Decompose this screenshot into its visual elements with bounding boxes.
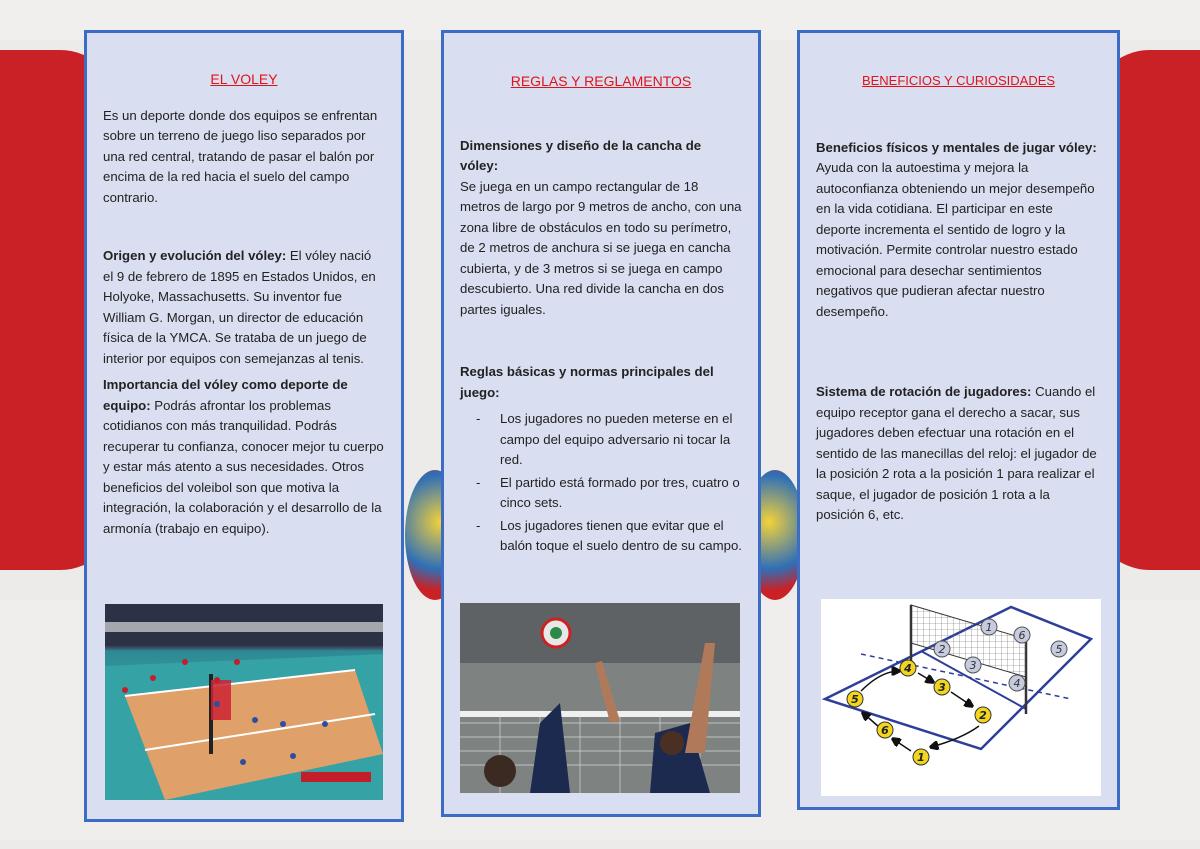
rules-heading: Reglas básicas y normas principales del juego:: [460, 364, 714, 400]
importance-paragraph: [103, 375, 385, 539]
panel-title: BENEFICIOS Y CURIOSIDADES: [861, 73, 1056, 88]
opponent-position-label: 2: [938, 643, 946, 656]
rotation-text: Cuando el equipo receptor gana el derecho a sacar, sus jugadores deben efectuar una rotación en el sentido de las manecillas del reloj: el jugador de la posición 2 rota a la posición 1 para realizar el saque, el jugador de posición 1 rota a la posición 6, etc.: [816, 384, 1097, 522]
rotation-paragraph: [816, 382, 1101, 526]
opponent-position-label: 3: [969, 659, 977, 672]
opponent-position-label: 4: [1013, 677, 1021, 690]
opponent-position-label: 1: [985, 621, 993, 634]
panel-reglas: [441, 30, 761, 817]
panel-beneficios: [797, 30, 1120, 810]
active-position-label: 5: [851, 693, 859, 706]
panel-el-voley: [84, 30, 404, 822]
court-paragraph: [460, 136, 742, 321]
active-position-label: 6: [881, 724, 889, 737]
panel-title: EL VOLEY: [210, 71, 278, 87]
volleyball-block-photo: [460, 603, 740, 793]
intro-paragraph: Es un deporte donde dos equipos se enfrentan sobre un terreno de juego liso separados por una red central, tratando de pasar el balón por encima de la red hacia el suelo del campo contrario.: [103, 107, 378, 205]
list-item: - Los jugadores tienen que evitar que el balón toque el suelo dentro de su campo.: [500, 516, 742, 557]
list-item: - Los jugadores no pueden meterse en el campo del equipo adversario ni tocar la red.: [500, 409, 742, 471]
list-item: - El partido está formado por tres, cuatro o cinco sets.: [500, 473, 742, 514]
opponent-position-label: 5: [1055, 643, 1063, 656]
court-heading: Dimensiones y diseño de la cancha de vóley:: [460, 137, 702, 173]
benefits-paragraph: [816, 138, 1101, 323]
importance-heading: Importancia del vóley como deporte de equipo:: [103, 377, 348, 413]
benefits-text: Ayuda con la autoestima y mejora la autoconfianza obteniendo un mejor desempeño en la vida cotidiana. El participar en este deporte incrementa el sentido de logro y la motivación. Permite controlar nuestro estado emocional para desechar sentimientos negativos que pudieran afectar nuestro desempeño.: [816, 160, 1095, 319]
active-position-label: 1: [917, 751, 925, 764]
origin-paragraph: [103, 246, 385, 369]
origin-heading: Origen y evolución del vóley:: [103, 248, 287, 263]
active-position-label: 3: [938, 681, 946, 694]
origin-text: El vóley nació el 9 de febrero de 1895 en Estados Unidos, en Holyoke, Massachusetts. Su inventor fue William G. Morgan, un director de educación física de la YMCA. Se trataba de un juego de interior por equipos con semejanzas al tenis.: [103, 248, 376, 366]
benefits-heading: Beneficios físicos y mentales de jugar vóley:: [816, 139, 1097, 155]
court-text: Se juega en un campo rectangular de 18 metros de largo por 9 metros de ancho, con una zona libre de obstáculos en todo su perímetro, de 2 metros de anchura si se juega en cancha cubierta, y de 3 metros si se juega en campo descubierto. Una red divide la cancha en dos partes iguales.: [460, 178, 742, 317]
panel-title: REGLAS Y REGLAMENTOS: [510, 73, 692, 89]
rotation-heading: Sistema de rotación de jugadores:: [816, 384, 1032, 399]
active-position-label: 4: [904, 662, 912, 675]
opponent-position-label: 6: [1018, 629, 1026, 642]
active-position-label: 2: [979, 709, 987, 722]
importance-text: Podrás afrontar los problemas cotidianos con más tranquilidad. Podrás recuperar tu confianza, conocer mejor tu cuerpo y estar más atento a sus necesidades. Otros beneficios del voleibol son que motiva la integración, la colaboración y el desarrollo de la armonía (trabajo en equipo).: [103, 397, 384, 536]
volleyball-court-photo: [105, 604, 383, 800]
rules-list: [460, 409, 742, 557]
rotation-diagram: [821, 599, 1101, 796]
